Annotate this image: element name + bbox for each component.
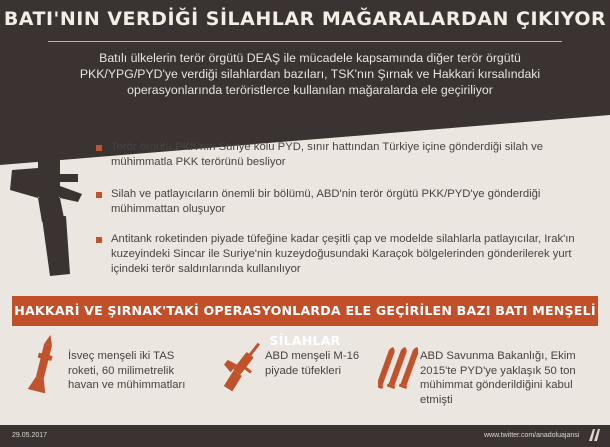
bullet-text: Antitank roketinden piyade tüfeğine kadar çeşitli çap ve modelde silahlarla patlayıcılar, Irak'ın kuzeyindeki Sincar ile Suriye'nin kuzeydoğusundaki Karaçok bölgelerinden gönderilerek yurt içindeki terör saldırılarında kullanılıyor — [111, 233, 575, 275]
bullet-marker — [96, 237, 102, 243]
weapon-description: ABD Savunma Bakanlığı, Ekim 2015'te PYD'ye yaklaşık 50 ton mühimmat gönderildiğini kabul etmişti — [420, 350, 576, 406]
bullet-marker — [96, 145, 102, 151]
rocket-icon — [26, 334, 60, 396]
ammunition-icon — [378, 342, 418, 392]
footer-date: 29.05.2017 — [12, 432, 48, 439]
agency-logo-icon — [588, 428, 602, 442]
bullet-item — [96, 140, 592, 170]
bullet-item — [96, 232, 592, 277]
weapon-description: ABD menşeli M-16 piyade tüfekleri — [265, 350, 360, 377]
title-divider — [48, 41, 562, 42]
section-banner: HAKKARİ VE ŞIRNAK'TAKİ OPERASYONLARDA ELE GEÇİRİLEN BAZI BATI MENŞELİ SİLAHLAR — [12, 296, 598, 326]
rifle-icon — [222, 338, 262, 394]
bullet-text: Terör örgütü PKK'nın Suriye kolu PYD, sınır hattından Türkiye içine gönderdiği silah ve mühimmatla PKK terörünü besliyor — [111, 141, 544, 168]
bullet-text: Silah ve patlayıcıların önemli bir bölümü, ABD'nin terör örgütü PKK/PYD'ye gönderdiği mühimmattan oluşuyor — [111, 188, 541, 215]
large-rifle-icon — [8, 98, 90, 278]
bullet-marker — [96, 192, 102, 198]
page-title: BATI'NIN VERDİĞİ SİLAHLAR MAĞARALARDAN ÇIKIYOR — [3, 8, 607, 30]
bullet-item — [96, 187, 592, 217]
intro-paragraph: Batılı ülkelerin terör örgütü DEAŞ ile mücadele kapsamında diğer terör örgütü PKK/YPG/PYD'ye verdiği silahlardan bazıları, TSK'nın Şırnak ve Hakkari kırsalındaki operasyonlarında teröristlerce kullanılan mağaralarda ele geçiriliyor — [79, 51, 541, 97]
footer-url[interactable]: www.twitter.com/anadoluajansi — [484, 432, 580, 439]
weapon-description: İsveç menşeli iki TAS roketi, 60 milimetrelik havan ve mühimmatları — [68, 350, 186, 391]
